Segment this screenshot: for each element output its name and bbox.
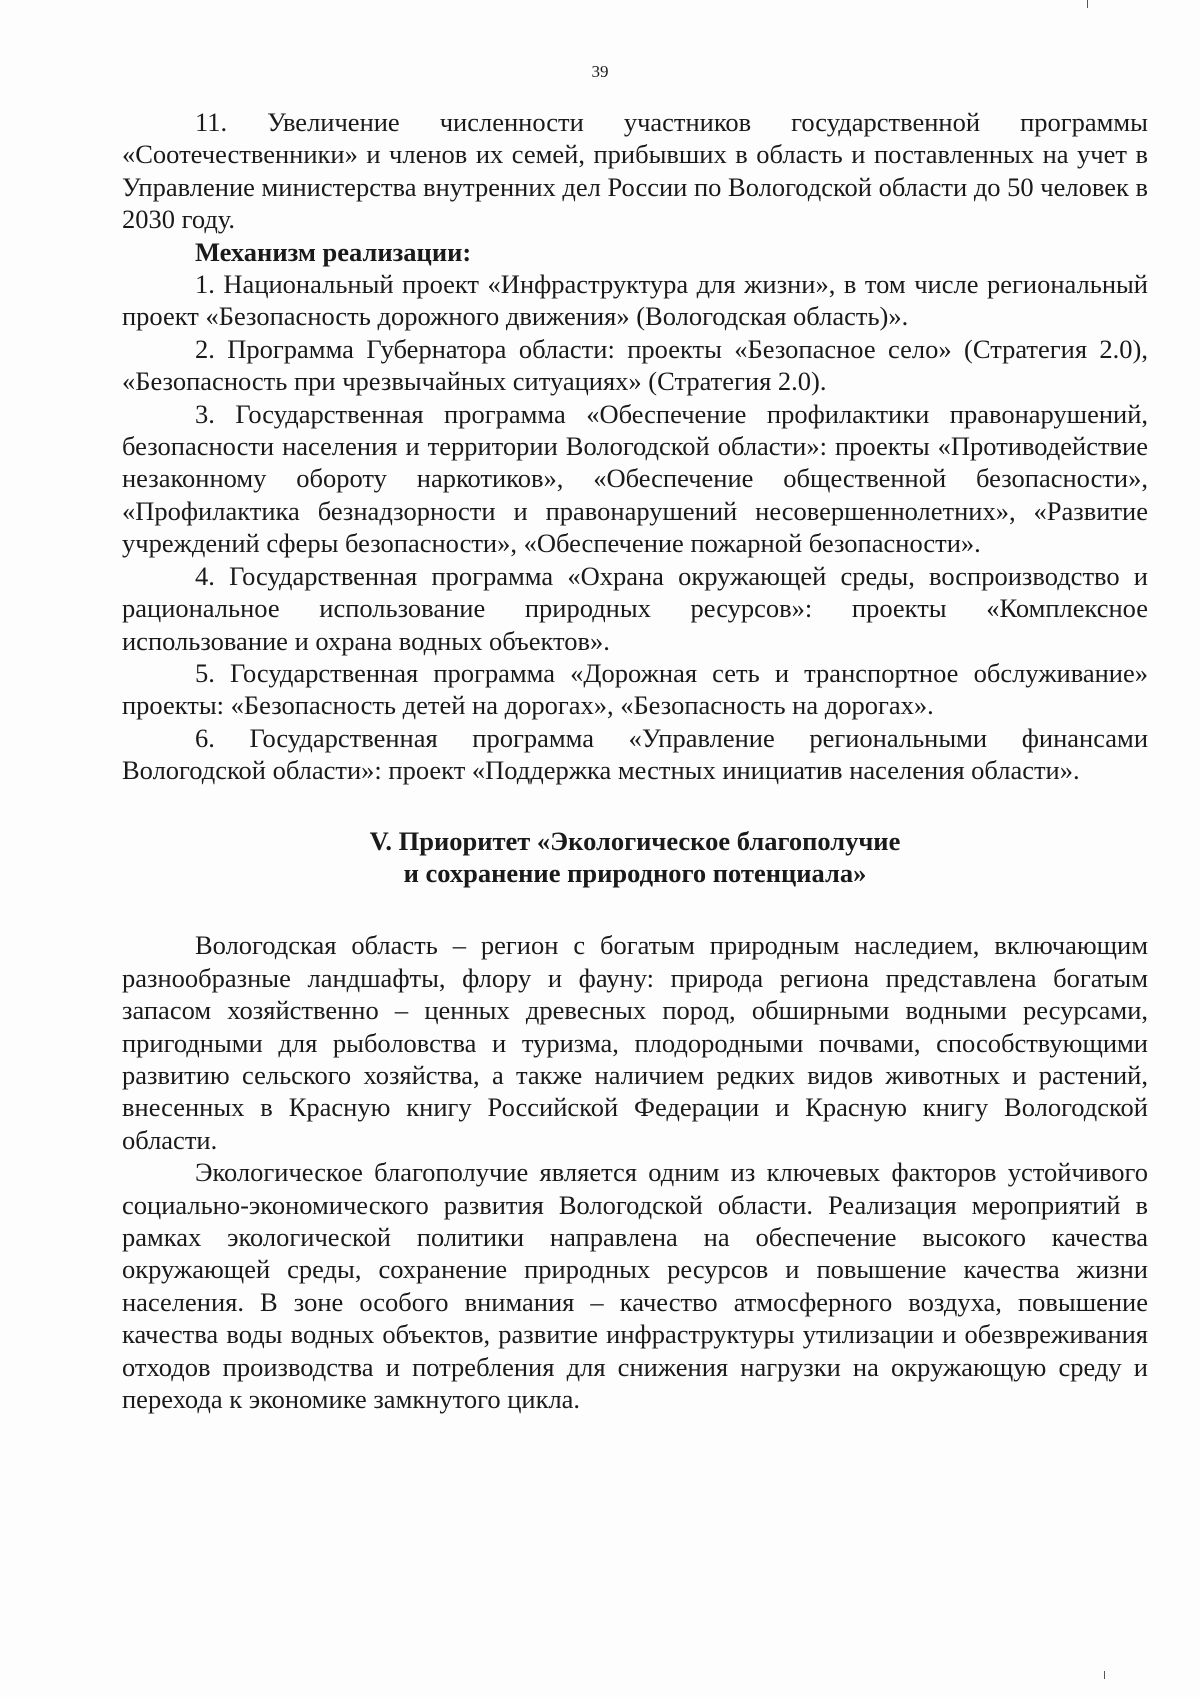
mechanism-item-4: 4. Государственная программа «Охрана окружающей среды, воспроизводство и рациональное использование природных ресурсов»: проекты «Комплексное использование и охрана водных объектов». [122, 560, 1148, 656]
mechanism-heading: Механизм реализации: [195, 236, 472, 267]
page-content [122, 106, 1148, 1415]
mechanism-item-6: 6. Государственная программа «Управление региональными финансами Вологодской области»: проект «Поддержка местных инициатив населения области». [122, 722, 1148, 786]
section-paragraph-1: Вологодская область – регион с богатым природным наследием, включающим разнообразные ландшафты, флору и фауну: природа региона представлена богатым запасом хозяйственно – ценных древесных пород, обширными водными ресурсами, пригодными для рыболовства и туризма, плодородными почвами, способствующими развитию сельского хозяйства, а также наличием редких видов животных и растений, внесенных в Красную книгу Российской Федерации и Красную книгу Вологодской области. [122, 930, 1148, 1155]
page-number: 39 [591, 62, 609, 81]
section-title-line-1: V. Приоритет «Экологическое благополучие [369, 825, 901, 856]
scan-mark-bottom [1104, 1671, 1105, 1679]
section-title-line-2: и сохранение природного потенциала» [403, 857, 867, 888]
section-title [122, 825, 1148, 890]
mechanism-item-2: 2. Программа Губернатора области: проекты «Безопасное село» (Стратегия 2.0), «Безопасность при чрезвычайных ситуациях» (Стратегия 2.0). [122, 333, 1148, 397]
mechanism-item-5: 5. Государственная программа «Дорожная сеть и транспортное обслуживание» проекты: «Безопасность детей на дорогах», «Безопасность на дорогах». [122, 657, 1148, 721]
mechanism-item-3: 3. Государственная программа «Обеспечение профилактики правонарушений, безопасности населения и территории Вологодской области»: проекты «Противодействие незаконному обороту наркотиков», «Обеспечение общественной безопасности», «Профилактика безнадзорности и правонарушений несовершеннолетних», «Развитие учреждений сферы безопасности», «Обеспечение пожарной безопасности». [122, 398, 1148, 559]
section-paragraph-2: Экологическое благополучие является одним из ключевых факторов устойчивого социально-экономического развития Вологодской области. Реализация мероприятий в рамках экологической политики направлена на обеспечение высокого качества окружающей среды, сохранение природных ресурсов и повышение качества жизни населения. В зоне особого внимания – качество атмосферного воздуха, повышение качества воды водных объектов, развитие инфраструктуры утилизации и обезвреживания отходов производства и потребления для снижения нагрузки на окружающую среду и перехода к экономике замкнутого цикла. [122, 1157, 1148, 1415]
paragraph-item-11: 11. Увеличение численности участников государственной программы «Соотечественники» и членов их семей, прибывших в область и поставленных на учет в Управление министерства внутренних дел России по Вологодской области до 50 человек в 2030 году. [122, 107, 1148, 235]
scan-mark-top [1087, 0, 1088, 8]
mechanism-item-1: 1. Национальный проект «Инфраструктура для жизни», в том числе региональный проект «Безопасность дорожного движения» (Вологодская область)». [122, 269, 1148, 332]
